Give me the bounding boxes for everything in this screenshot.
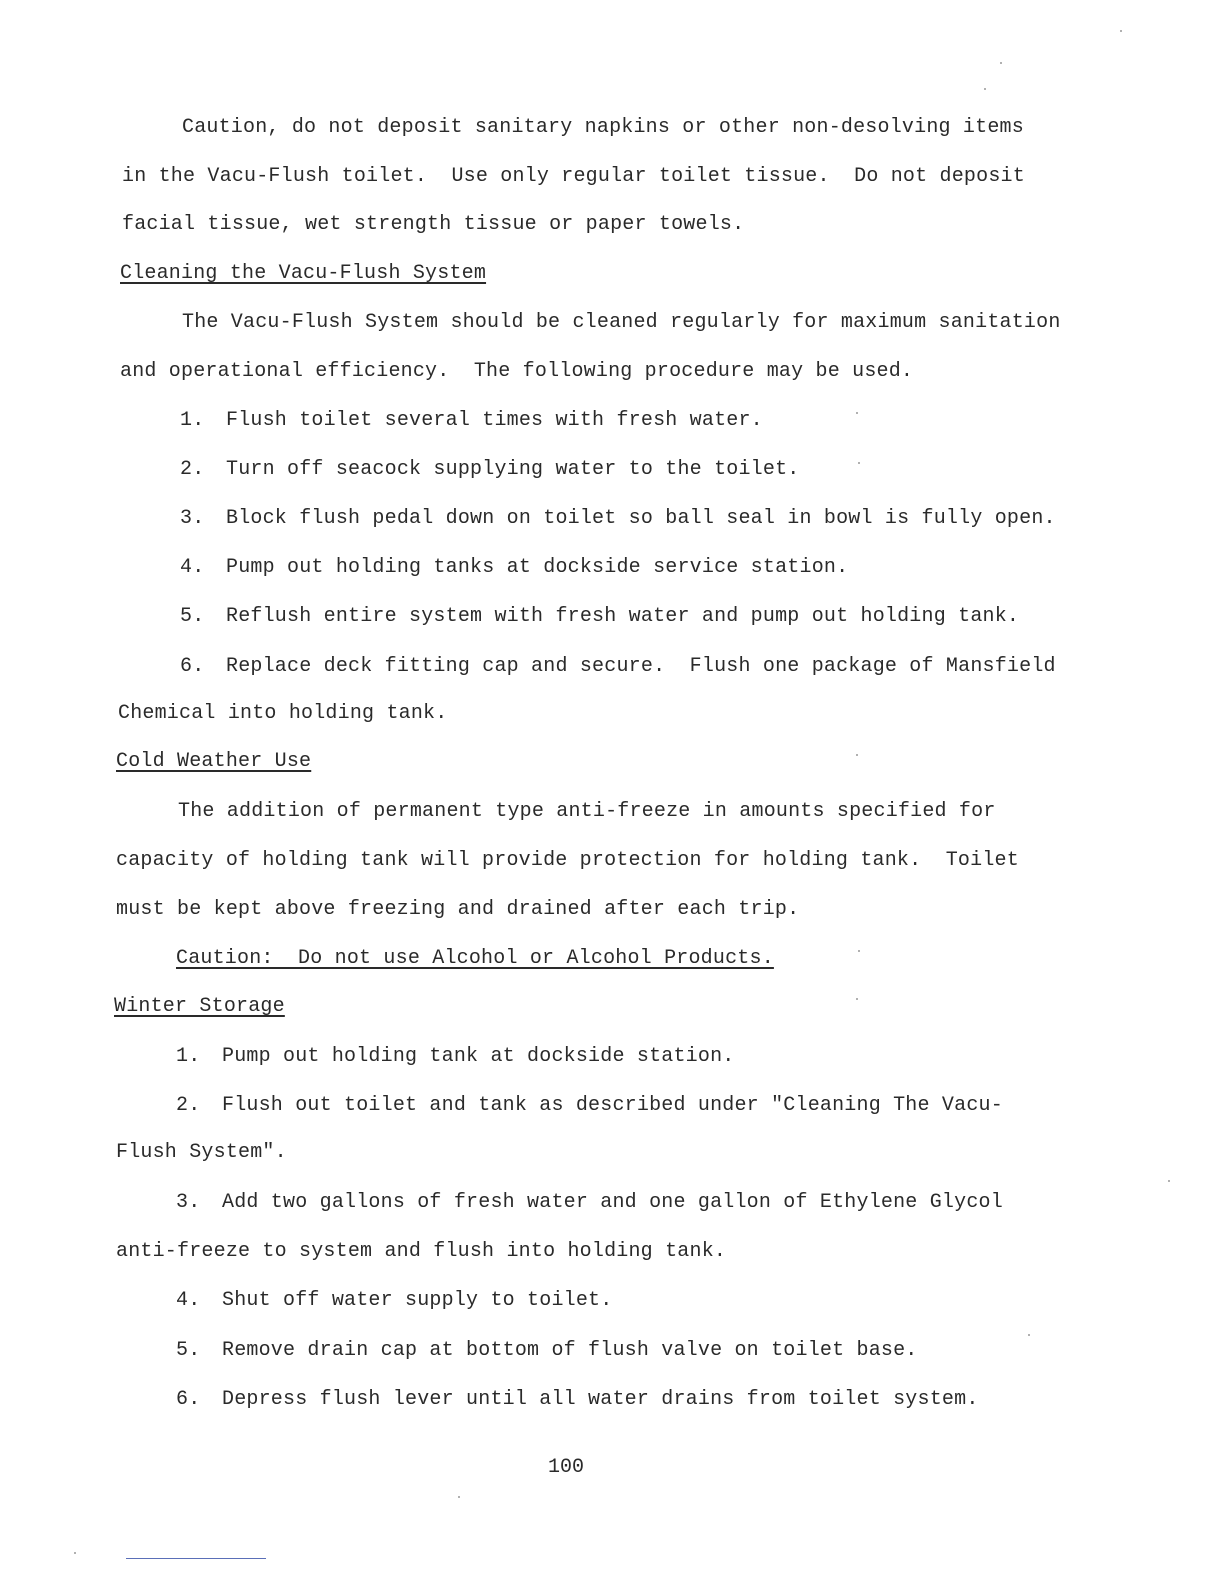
alcohol-caution: Caution: Do not use Alcohol or Alcohol Products. <box>176 947 774 970</box>
step-text: Depress flush lever until all water drains from toilet system. <box>222 1388 979 1411</box>
cleaning-heading: Cleaning the Vacu-Flush System <box>120 262 487 285</box>
scan-speck <box>74 1552 76 1554</box>
step-number: 1. <box>176 1045 201 1068</box>
cleaning-step-2 <box>180 458 800 482</box>
cleaning-step-3 <box>180 507 1056 531</box>
winter-step-5 <box>176 1339 918 1363</box>
scan-speck <box>1000 62 1002 64</box>
scan-speck <box>1120 30 1122 32</box>
cleaning-intro-line-2: and operational efficiency. The following procedure may be used. <box>120 360 914 383</box>
scan-speck <box>458 1496 460 1498</box>
step-text: Block flush pedal down on toilet so ball seal in bowl is fully open. <box>226 507 1056 530</box>
step-text: Flush out toilet and tank as described under "Cleaning The Vacu- <box>222 1094 1003 1117</box>
step-number: 5. <box>176 1339 201 1362</box>
scan-speck <box>856 412 858 414</box>
caution-intro-line-1: Caution, do not deposit sanitary napkins or other non-desolving items <box>182 116 1024 139</box>
scan-speck <box>984 88 986 90</box>
footer-rule <box>126 1558 266 1559</box>
step-text: Pump out holding tanks at dockside service station. <box>226 556 849 579</box>
step-number: 3. <box>176 1191 201 1214</box>
winter-step-2-continued: Flush System". <box>116 1141 287 1164</box>
winter-step-3-continued: anti-freeze to system and flush into holding tank. <box>116 1240 727 1263</box>
step-number: 3. <box>180 507 205 530</box>
winter-step-1 <box>176 1045 734 1069</box>
step-text: Replace deck fitting cap and secure. Flush one package of Mansfield <box>226 655 1056 678</box>
step-number: 6. <box>180 655 205 678</box>
scan-speck <box>858 950 860 952</box>
winter-step-6 <box>176 1388 979 1412</box>
step-number: 1. <box>180 409 205 432</box>
page-number: 100 <box>548 1456 585 1479</box>
caution-intro-line-2: in the Vacu-Flush toilet. Use only regular toilet tissue. Do not deposit <box>122 165 1025 188</box>
caution-intro-line-3: facial tissue, wet strength tissue or paper towels. <box>122 213 745 236</box>
scan-speck <box>856 998 858 1000</box>
winter-step-2 <box>176 1094 1003 1118</box>
cold-weather-line-1: The addition of permanent type anti-freeze in amounts specified for <box>178 800 996 823</box>
cleaning-step-1 <box>180 409 763 433</box>
step-number: 4. <box>176 1289 201 1312</box>
cold-weather-line-3: must be kept above freezing and drained after each trip. <box>116 898 800 921</box>
step-number: 2. <box>176 1094 201 1117</box>
step-text: Reflush entire system with fresh water and pump out holding tank. <box>226 605 1020 628</box>
cold-weather-line-2: capacity of holding tank will provide protection for holding tank. Toilet <box>116 849 1019 872</box>
cleaning-step-6 <box>180 655 1056 679</box>
cleaning-step-5 <box>180 605 1019 629</box>
step-text: Turn off seacock supplying water to the toilet. <box>226 458 800 481</box>
step-text: Flush toilet several times with fresh water. <box>226 409 763 432</box>
step-number: 2. <box>180 458 205 481</box>
cleaning-intro-line-1: The Vacu-Flush System should be cleaned regularly for maximum sanitation <box>182 311 1061 334</box>
cleaning-step-6-continued: Chemical into holding tank. <box>118 702 448 725</box>
step-number: 4. <box>180 556 205 579</box>
winter-storage-heading: Winter Storage <box>114 995 285 1018</box>
scan-speck <box>1028 1334 1030 1336</box>
winter-step-3 <box>176 1191 1003 1215</box>
cold-weather-heading: Cold Weather Use <box>116 750 312 773</box>
cleaning-step-4 <box>180 556 848 580</box>
step-text: Remove drain cap at bottom of flush valve on toilet base. <box>222 1339 918 1362</box>
step-text: Shut off water supply to toilet. <box>222 1289 613 1312</box>
step-text: Add two gallons of fresh water and one gallon of Ethylene Glycol <box>222 1191 1003 1214</box>
scan-speck <box>1168 1180 1170 1182</box>
winter-step-4 <box>176 1289 612 1313</box>
step-number: 6. <box>176 1388 201 1411</box>
scan-speck <box>858 462 860 464</box>
step-number: 5. <box>180 605 205 628</box>
scan-speck <box>856 754 858 756</box>
step-text: Pump out holding tank at dockside station. <box>222 1045 735 1068</box>
